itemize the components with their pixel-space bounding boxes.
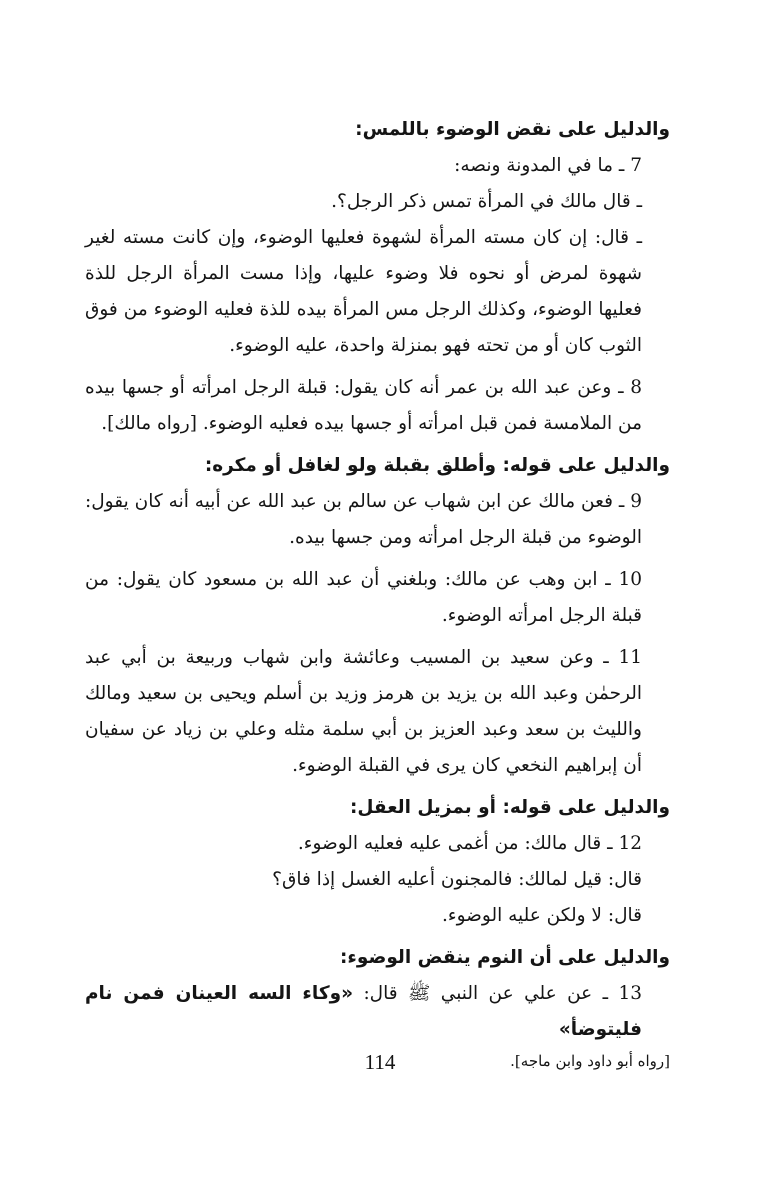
page-number: 114 — [364, 1050, 396, 1074]
paragraph-13 — [85, 976, 670, 1048]
hadith-quote: «وكاء السه العينان فمن نام فليتوضأ» — [85, 983, 642, 1040]
paragraph-8: 8 ـ وعن عبد الله بن عمر أنه كان يقول: قبلة الرجل امرأته أو جسها بيده من الملامسة فمن قبل امرأته أو جسها بيده فعليه الوضوء. [رواه مالك]. — [85, 377, 642, 434]
paragraph-7-intro: 7 ـ ما في المدونة ونصه: — [454, 155, 642, 176]
paragraph-12-line1: 12 ـ قال مالك: من أغمى عليه فعليه الوضوء. — [297, 833, 642, 854]
paragraph-12-line3: قال: لا ولكن عليه الوضوء. — [442, 905, 642, 926]
paragraph-7-answer: ـ قال: إن كان مسته المرأة لشهوة فعليها الوضوء، وإن كانت مسته لغير شهوة لمرض أو نحوه فلا وضوء عليها، وإذا مست المرأة الرجل للذة فعليها الوضوء، وكذلك الرجل مس المرأة بيده للذة فعليه الوضوء من فوق الثوب كان أو من تحته فهو بمنزلة واحدة، عليه الوضوء. — [85, 227, 642, 356]
page-body — [85, 112, 670, 1074]
paragraph-7-question: ـ قال مالك في المرأة تمس ذكر الرجل؟. — [331, 191, 642, 212]
section-heading-mind: والدليل على قوله: أو بمزيل العقل: — [350, 797, 670, 818]
paragraph-9: 9 ـ فعن مالك عن ابن شهاب عن سالم بن عبد الله عن أبيه أنه كان يقول: الوضوء من قبلة الرجل امرأته ومن جسها بيده. — [85, 491, 642, 548]
hadith-source: [رواه أبو داود وابن ماجه]. — [510, 1052, 670, 1070]
paragraph-11: 11 ـ وعن سعيد بن المسيب وعائشة وابن شهاب وربيعة بن أبي عبد الرحمٰن وعبد الله بن يزيد بن هرمز وزيد بن أسلم ويحيى بن سعيد ومالك والليث بن سعد وعبد العزيز بن أبي سلمة مثله وعلي بن زياد عن سفيان أن إبراهيم النخعي كان يرى في القبلة الوضوء. — [85, 647, 642, 776]
section-heading-touch: والدليل على نقض الوضوء باللمس: — [355, 119, 670, 140]
section-heading-sleep: والدليل على أن النوم ينقض الوضوء: — [340, 947, 670, 968]
section-heading-kiss: والدليل على قوله: وأطلق بقبلة ولو لغافل أو مكره: — [204, 455, 670, 476]
paragraph-10: 10 ـ ابن وهب عن مالك: وبلغني أن عبد الله بن مسعود كان يقول: من قبلة الرجل امرأته الوضوء. — [85, 569, 642, 626]
paragraph-13-prefix: 13 ـ عن علي عن النبي ﷺ قال: — [353, 983, 642, 1004]
paragraph-12-line2: قال: قيل لمالك: فالمجنون أعليه الغسل إذا فاق؟ — [272, 869, 642, 890]
